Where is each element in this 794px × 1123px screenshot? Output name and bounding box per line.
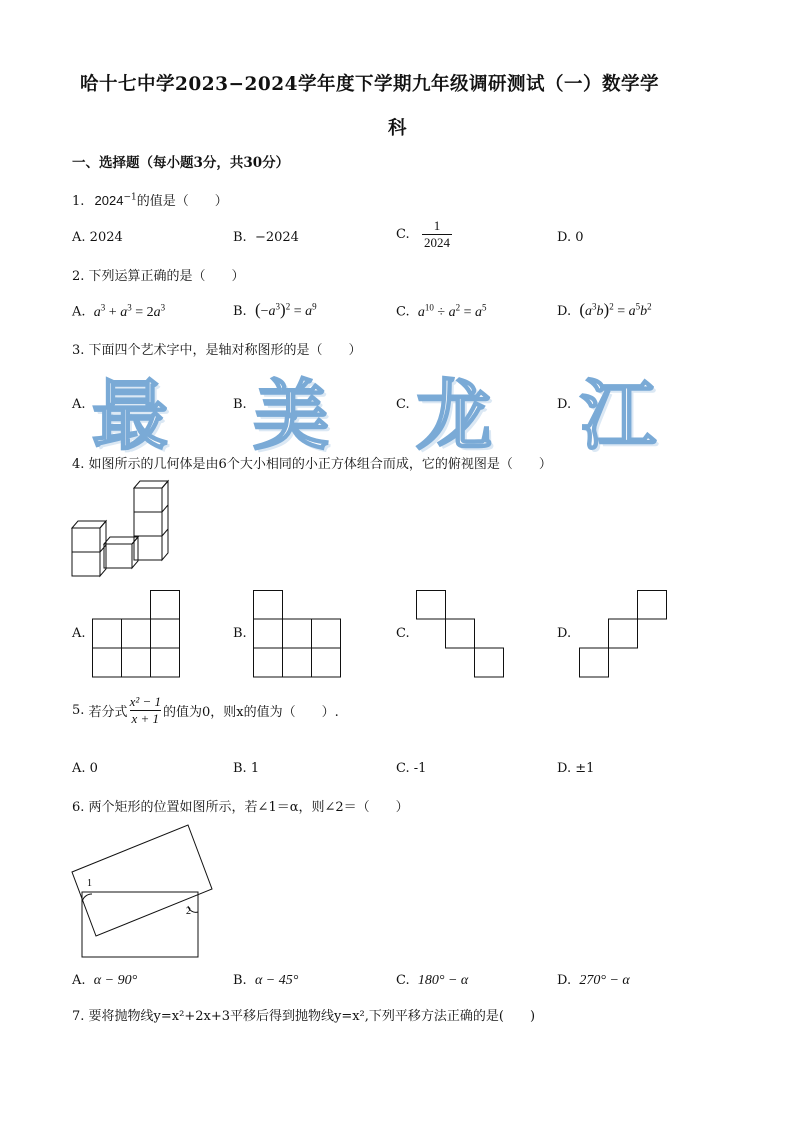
fraction: $\frac{1}{2024}$ — [424, 218, 451, 250]
q6-option-c[interactable]: C. 180° − α — [396, 973, 469, 988]
q6-option-d[interactable]: D. 270° − α — [557, 973, 630, 988]
art-char-mei: 美 — [253, 371, 329, 460]
q4-option-c-label[interactable]: C. — [396, 626, 410, 641]
question-2: 2. 下列运算正确的是（ ） — [72, 269, 245, 284]
power-exponent: −1 — [123, 192, 137, 203]
q6-option-b[interactable]: B. α − 45° — [233, 973, 299, 988]
q4-option-b-label[interactable]: B. — [233, 626, 247, 641]
q6-option-a[interactable]: A. α − 90° — [72, 973, 138, 988]
q3-option-b-label[interactable]: B. — [233, 397, 247, 412]
q5-option-a[interactable]: A. 0 — [72, 761, 98, 776]
fraction: $\frac{\text{x² − 1}}{x + 1}$ — [129, 694, 162, 726]
question-7: 7. 要将抛物线y=x²+2x+3平移后得到抛物线y=x²,下列平移方法正确的是( ) — [72, 1009, 536, 1024]
q4-option-d-label[interactable]: D. — [557, 626, 572, 641]
q1-option-d[interactable]: D. 0 — [557, 230, 584, 245]
q5-option-c[interactable]: C. -1 — [396, 761, 427, 776]
q5-option-d[interactable]: D. ±1 — [557, 761, 595, 776]
q3-option-c-label[interactable]: C. — [396, 397, 410, 412]
q3-option-d-label[interactable]: D. — [557, 397, 572, 412]
q2-option-b[interactable]: B. $(-a^3)^2 = a^9$ — [233, 300, 317, 319]
section-heading: 一、选择题（每小题3分，共30分） — [72, 155, 290, 171]
question-number: 1. — [72, 194, 85, 209]
page-title-continued: 科 — [388, 118, 408, 139]
q1-option-a[interactable]: A. 2024 — [72, 230, 123, 245]
question-1 — [72, 190, 228, 209]
art-char-long: 龙 — [416, 371, 492, 460]
angle-1-label: 1 — [87, 878, 92, 889]
q1-option-c[interactable]: C. $\frac{1}{2024}$ — [396, 218, 451, 250]
question-6: 6. 两个矩形的位置如图所示，若∠1＝α，则∠2＝（ ） — [72, 800, 409, 815]
page-title: 哈十七中学2023−2024学年度下学期九年级调研测试（一）数学学 — [80, 74, 659, 95]
question-text: 的值是（ ） — [136, 194, 228, 209]
angle-2-label: 2 — [186, 906, 191, 917]
q4-option-d-figure — [579, 590, 671, 678]
q3-option-a-label[interactable]: A. — [72, 397, 86, 412]
q4-option-a-figure — [92, 590, 182, 678]
power-base: 2024 — [94, 193, 124, 208]
question-3: 3. 下面四个艺术字中，是轴对称图形的是（ ） — [72, 343, 362, 358]
art-char-jiang: 江 — [580, 371, 656, 460]
q4-option-a-label[interactable]: A. — [72, 626, 86, 641]
cube-solid-figure — [70, 478, 170, 580]
q4-option-c-figure — [416, 590, 508, 678]
q2-option-a[interactable]: A. $a^3 + a^3 = 2a^3$ — [72, 302, 166, 320]
question-5: 5. 若分式 $\frac{\text{x² − 1}}{x + 1}$ 的值为0，则x的值为（ ）. — [72, 694, 339, 726]
art-char-zui: 最 — [92, 371, 168, 460]
q2-option-c[interactable]: C. $a^{10} \div a^2 = a^5$ — [396, 302, 487, 320]
question-4: 4. 如图所示的几何体是由6个大小相同的小正方体组合而成，它的俯视图是（ ） — [72, 457, 552, 472]
q1-option-b[interactable]: B. −2024 — [233, 230, 299, 245]
rectangles-figure — [70, 822, 216, 962]
q4-option-b-figure — [253, 590, 343, 678]
q5-option-b[interactable]: B. 1 — [233, 761, 260, 776]
q2-option-d[interactable]: D. $(a^3b)^2 = a^5b^2$ — [557, 300, 652, 319]
